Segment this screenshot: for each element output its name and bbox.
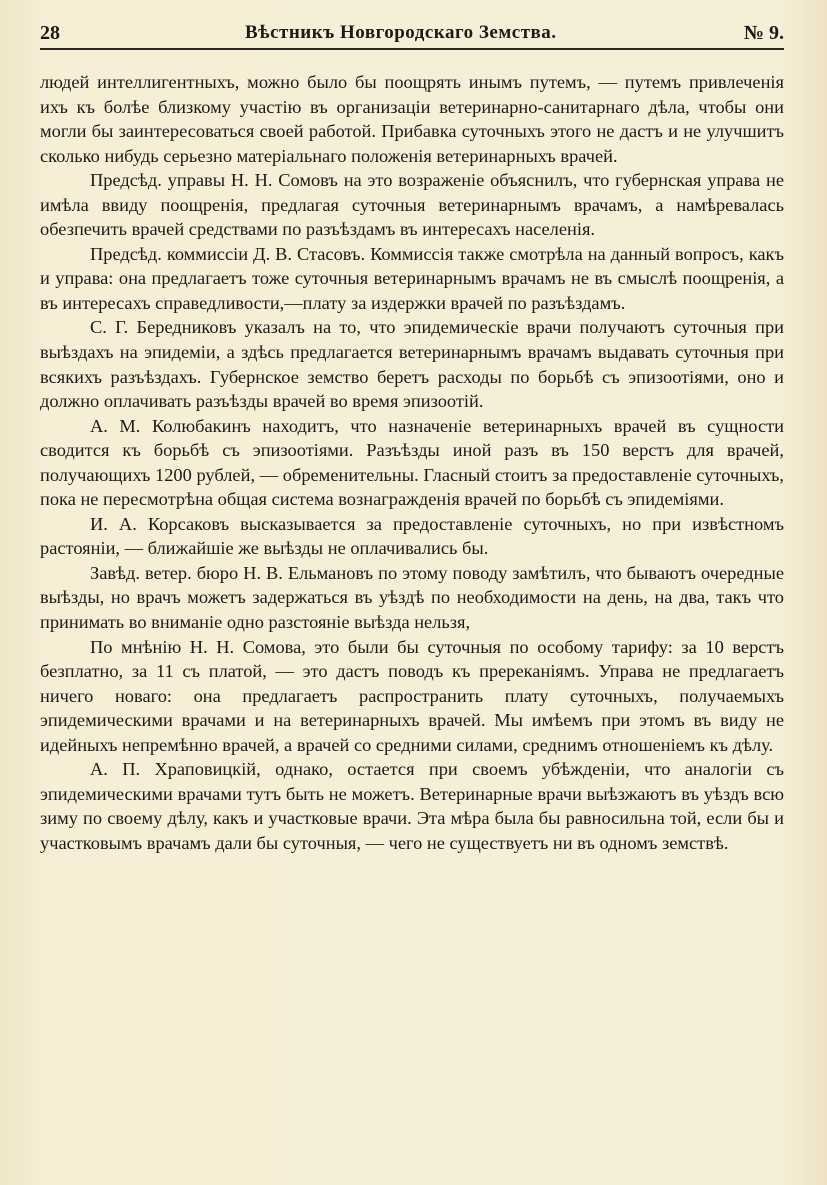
running-title: Вѣстникъ Новгородскаго Земства.: [245, 22, 557, 43]
paragraph: И. А. Корсаковъ высказывается за предоставленіе суточныхъ, но при извѣстномъ растояніи, — ближайшіе же выѣзды не оплачивались бы.: [40, 513, 784, 559]
paragraph: Предсѣд. управы Н. Н. Сомовъ на это возраженіе объяснилъ, что губернская управа не имѣла ввиду поощренія, предлагая суточныя ветеринарнымъ врачамъ, а намѣревалась обезпечить врачей средствами по разъѣздамъ въ интересахъ населенія.: [40, 170, 784, 240]
page-header: [40, 20, 784, 50]
body-text: [40, 70, 784, 856]
page-number: 28: [40, 22, 60, 44]
issue-number: № 9.: [743, 22, 784, 44]
paragraph: А. М. Колюбакинъ находитъ, что назначеніе ветеринарныхъ врачей въ сущности сводится къ борьбѣ съ эпизоотіями. Разъѣзды иной разъ въ 150 верстъ для врачей, получающихъ 1200 рублей, — обременительны. Гласный стоитъ за предоставленіе суточныхъ, пока не пересмотрѣна общая система вознагражденія врачей по борьбѣ съ эпидеміями.: [40, 415, 784, 510]
paragraph: С. Г. Бередниковъ указалъ на то, что эпидемическіе врачи получаютъ суточныя при выѣздахъ на эпидеміи, а здѣсь предлагается ветеринарнымъ врачамъ выдавать суточныя при всякихъ разъѣздахъ. Губернское земство беретъ расходы по борьбѣ съ эпизоотіями, оно и должно оплачивать разъѣзды врачей во время эпизоотій.: [40, 317, 784, 412]
paragraph: А. П. Храповицкій, однако, остается при своемъ убѣжденіи, что аналогіи съ эпидемическими врачами тутъ быть не можетъ. Ветеринарные врачи выѣзжаютъ въ уѣздъ всю зиму по своему дѣлу, какъ и участковые врачи. Эта мѣра была бы равносильна той, если бы и участковымъ врачамъ дали бы суточныя, — чего не существуетъ ни въ одномъ земствѣ.: [40, 759, 784, 853]
header-rule: [40, 48, 784, 50]
paragraph: По мнѣнію Н. Н. Сомова, это были бы суточныя по особому тарифу: за 10 верстъ безплатно, за 11 съ платой, — это дастъ поводъ къ пререканіямъ. Управа не предлагаетъ ничего новаго: она предлагаетъ распространить плату суточныхъ, получаемыхъ эпидемическими врачами и на ветеринарныхъ врачей. Мы имѣемъ при этомъ въ виду не идейныхъ непремѣнно врачей, а врачей со средними силами, среднимъ отношеніемъ къ дѣлу.: [40, 636, 784, 755]
paragraph: Предсѣд. коммиссіи Д. В. Стасовъ. Коммиссія также смотрѣла на данный вопросъ, какъ и управа: она предлагаетъ тоже суточныя ветеринарнымъ врачамъ не въ смыслѣ поощренія, а въ интересахъ справедливости,—плату за издержки врачей по разъѣздамъ.: [40, 243, 784, 313]
paragraph: Завѣд. ветер. бюро Н. В. Ельмановъ по этому поводу замѣтилъ, что бываютъ очередные выѣзды, но врачъ можетъ задержаться въ уѣздѣ по необходимости на день, на два, такъ что принимать во вниманіе одно разстояніе выѣзда нельзя,: [40, 562, 784, 633]
paragraph: людей интеллигентныхъ, можно было бы поощрять инымъ путемъ, — путемъ привлеченія ихъ къ болѣе близкому участію въ организаціи ветеринарно-санитарнаго дѣла, чтобы они могли бы заинтересоваться своей работой. Прибавка суточныхъ этого не дастъ и не улучшитъ сколько нибудь серьезно матеріальнаго положенія ветеринарныхъ врачей.: [40, 72, 784, 166]
